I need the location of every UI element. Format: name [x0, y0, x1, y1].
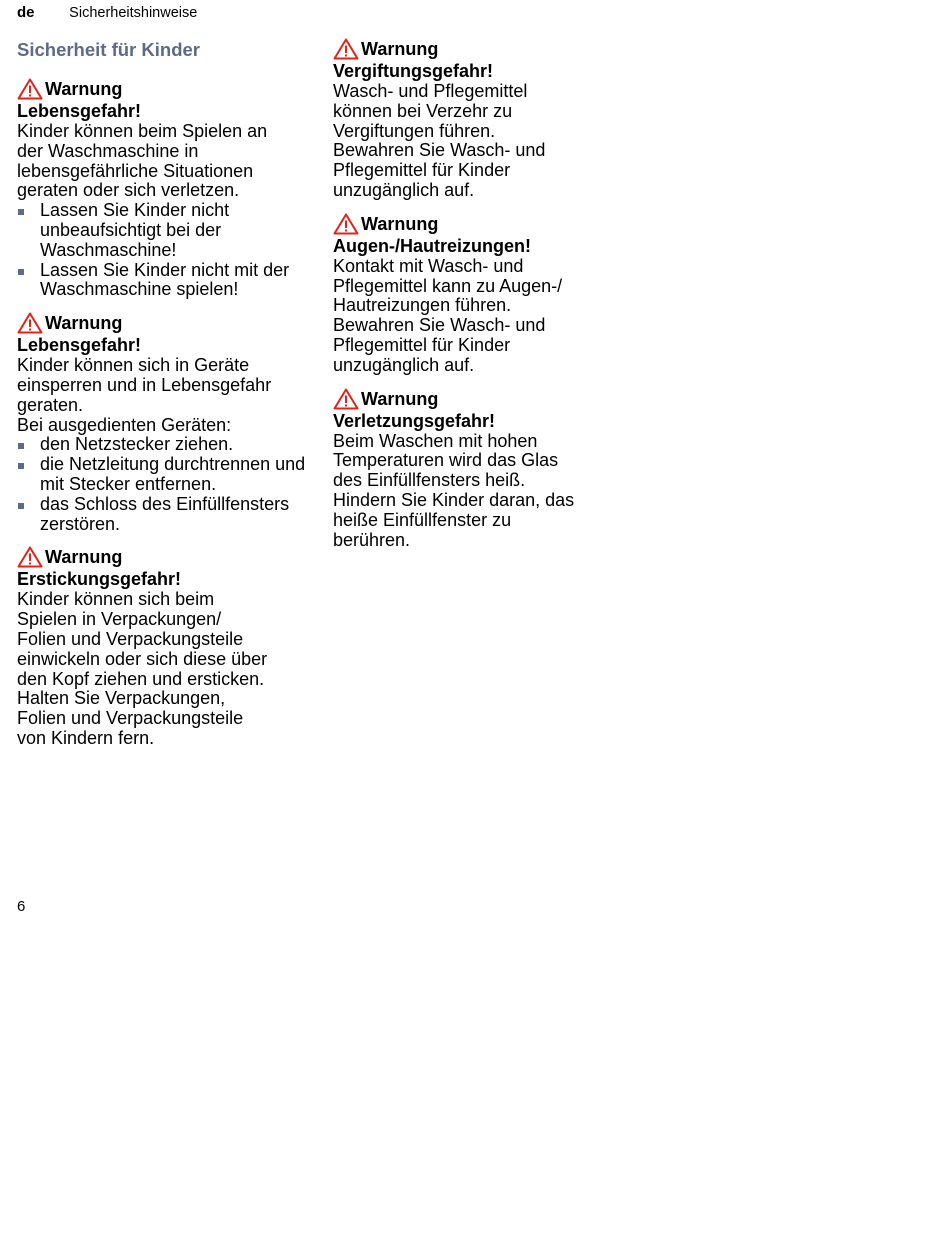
bullet-item: das Schloss des Einfüllfensters zerstören.: [17, 495, 317, 535]
warning-label: Warnung: [45, 313, 123, 334]
warning-text-line: können bei Verzehr zu: [333, 100, 513, 121]
hazard-title: Vergiftungsgefahr!: [333, 61, 494, 81]
warning-triangle-icon: [17, 312, 43, 334]
page-header: [17, 4, 197, 21]
warning-text-line: Kontakt mit Wasch- und: [333, 255, 524, 276]
warning-triangle-icon: [333, 388, 359, 410]
warning-text-line: unzugänglich auf.: [333, 354, 475, 375]
warning-heading: [333, 213, 633, 235]
warning-heading: [333, 38, 633, 60]
warning-text-line: Wasch- und Pflegemittel: [333, 81, 528, 101]
warning-text-line: einwickeln oder sich diese über: [17, 648, 268, 669]
section-name: Sicherheitshinweise: [69, 5, 198, 21]
bullet-item: Lassen Sie Kinder nicht unbeaufsichtigt bei der Waschmaschine!: [17, 201, 317, 260]
warning-text-line: der Waschmaschine in: [17, 140, 199, 161]
warning-text-line: geraten.: [17, 394, 84, 415]
warning-label: Warnung: [361, 39, 439, 59]
warning-text-line: Folien und Verpackungsteile: [17, 628, 244, 649]
warning-text-line: Pflegemittel für Kinder: [333, 334, 511, 355]
left-warning-list: [17, 78, 317, 749]
warning-heading: [17, 78, 317, 100]
warning-triangle-icon: [17, 78, 43, 100]
hazard-title: Verletzungsgefahr!: [333, 410, 496, 431]
warning-block: [17, 546, 317, 748]
hazard-title: Erstickungsgefahr!: [17, 569, 182, 590]
warning-text-line: Temperaturen wird das Glas: [333, 450, 559, 471]
section-title: Sicherheit für Kinder: [17, 39, 200, 60]
warning-text-line: Kinder können sich beim: [17, 589, 215, 610]
warning-text-line: Beim Waschen mit hohen: [333, 430, 538, 451]
warning-text-line: Pflegemittel für Kinder: [333, 160, 511, 181]
hazard-title: Augen-/Hautreizungen!: [333, 235, 531, 256]
warning-block: [333, 388, 633, 551]
warning-text-line: Spielen in Verpackungen/: [17, 609, 222, 630]
warning-text-line: Bei ausgedienten Geräten:: [17, 414, 232, 435]
warning-text-line: unzugänglich auf.: [333, 179, 475, 200]
warning-heading: [17, 546, 317, 568]
warning-text-line: Vergiftungen führen.: [333, 120, 496, 141]
hazard-title: Lebensgefahr!: [17, 101, 142, 121]
warning-heading: [17, 312, 317, 334]
warning-label: Warnung: [361, 213, 439, 234]
warning-text-line: Hautreizungen führen.: [333, 295, 512, 316]
left-column: [17, 38, 317, 761]
warning-label: Warnung: [45, 547, 123, 568]
warning-triangle-icon: [333, 38, 359, 60]
warning-text-line: Halten Sie Verpackungen,: [17, 688, 226, 709]
warning-text-line: Bewahren Sie Wasch- und: [333, 315, 546, 336]
warning-text-line: Pflegemittel kann zu Augen-/: [333, 275, 563, 296]
language-code: de: [17, 4, 35, 21]
bullet-item: die Netzleitung durchtrennen und mit Stecker entfernen.: [17, 455, 317, 495]
warning-text-line: lebensgefährliche Situationen: [17, 160, 254, 181]
hazard-title: Lebensgefahr!: [17, 335, 142, 356]
page-number: 6: [17, 898, 26, 915]
warning-block: [333, 38, 633, 201]
warning-text-line: den Kopf ziehen und ersticken.: [17, 668, 265, 689]
warning-triangle-icon: [17, 546, 43, 568]
bullet-item: Lassen Sie Kinder nicht mit der Waschmaschine spielen!: [17, 261, 317, 301]
warning-text-line: heiße Einfüllfenster zu: [333, 509, 512, 530]
warning-text-line: Folien und Verpackungsteile: [17, 708, 244, 729]
warning-heading: [333, 388, 633, 410]
warning-text-line: Kinder können beim Spielen an: [17, 121, 268, 141]
warning-text-line: Bewahren Sie Wasch- und: [333, 140, 546, 161]
warning-text-line: einsperren und in Lebensgefahr: [17, 374, 272, 395]
warning-text-line: Kinder können sich in Geräte: [17, 355, 250, 376]
bullet-list: [17, 201, 317, 300]
warning-text-line: berühren.: [333, 529, 411, 550]
right-warning-list: [333, 38, 633, 550]
warning-text-line: geraten oder sich verletzen.: [17, 180, 240, 201]
warning-triangle-icon: [333, 213, 359, 235]
warning-text-line: des Einfüllfensters heiß.: [333, 470, 526, 491]
warning-block: [333, 213, 633, 376]
warning-block: [17, 312, 317, 534]
warning-text-line: von Kindern fern.: [17, 727, 155, 748]
right-column: [333, 38, 633, 562]
warning-block: [17, 78, 317, 300]
bullet-item: den Netzstecker ziehen.: [17, 435, 317, 455]
warning-label: Warnung: [361, 388, 439, 409]
warning-label: Warnung: [45, 79, 123, 99]
bullet-list: [17, 435, 317, 534]
warning-text-line: Hindern Sie Kinder daran, das: [333, 489, 575, 510]
